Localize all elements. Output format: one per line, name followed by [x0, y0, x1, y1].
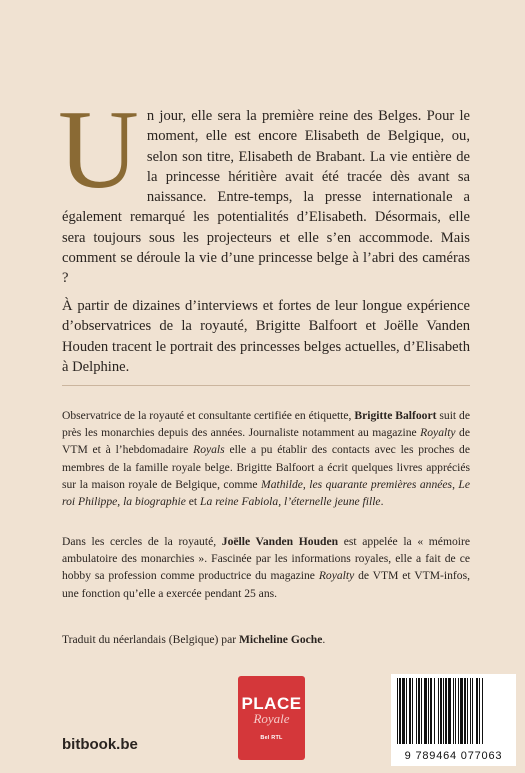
intro-paragraph: [58, 88, 470, 289]
barcode-bar: [472, 678, 473, 744]
author-name: Brigitte Balfoort: [354, 409, 437, 422]
isbn-barcode: [391, 674, 516, 766]
barcode-bar: [479, 678, 480, 744]
barcode-bar: [476, 678, 478, 744]
barcode-bar: [428, 678, 429, 744]
author-name: Joëlle Vanden Houden: [221, 535, 339, 548]
author-bio-balfoort: Observatrice de la royauté et consultante certifiée en étiquette, Brigitte Balfoort suit de près les monarchies depuis des années. Journaliste notamment au magazine Royalty de VTM et à l’hebdomadaire Royals elle a pu établir des contacts avec les proches de membres de la famille royale belge. Brigitte Balfoort a écrit quelques livres appréciés sur la maison royale de Belgique, comme Mathilde, les quarante premières années, Le roi Philippe, la biographie et La reine Fabiola, l’éternelle jeune fille.: [62, 409, 471, 509]
barcode-bar: [416, 678, 417, 744]
translator-credit: Traduit du néerlandais (Belgique) par Micheline Goche.: [62, 633, 326, 646]
publisher-logo: PLACE Royale Bel RTL: [238, 676, 305, 760]
barcode-bar: [464, 678, 466, 744]
translator-name: Micheline Goche: [238, 633, 323, 646]
barcode-bar: [424, 678, 427, 744]
author-bio-vanden-houden: Dans les cercles de la royauté, Joëlle Vanden Houden est appelée la « mémoire ambulatoire des monarchies ». Fascinée par les informations royales, elle a fait de ce hobby sa profession comme productrice du magazine Royalty de VTM et VTM-infos, une fonction qu’elle a exercée pendant 25 ans.: [62, 535, 470, 600]
summary-paragraph: À partir de dizaines d’interviews et fortes de leur longue expérience d’observatrices de la royauté, Brigitte Balfoort et Joëlle Vanden Houden tracent le portrait des princesses belges actuelles, d’Elisabeth à Delphine.: [62, 298, 470, 375]
barcode-bar: [460, 678, 463, 744]
barcode-bar: [467, 678, 468, 744]
barcode-bar: [445, 678, 447, 744]
isbn-number: 9 789464 077063: [404, 750, 503, 762]
drop-cap: U: [58, 88, 139, 212]
barcode-bar: [455, 678, 456, 744]
barcode-bar: [406, 678, 407, 744]
barcode-bar: [430, 678, 432, 744]
publisher-website: bitbook.be: [62, 736, 138, 753]
barcode-bar: [434, 678, 435, 744]
barcode-bar: [409, 678, 411, 744]
barcode-bar: [482, 678, 483, 744]
barcode-bar: [399, 678, 401, 744]
intro-text: n jour, elle sera la première reine des Belges. Pour le moment, elle est encore Elisabeth de Belgique, ou, selon son titre, Elisabeth de Brabant. La vie entière de la princesse héritière avait été tracée dès avant sa naissance. Entre-temps, la presse internationale a également remarqué les potentialités d’Elisabeth. Désormais, elle sera toujours sous les projecteurs et elle s’en accommode. Mais comment se déroule la vie d’une princesse belge à l’abri des caméras ?: [62, 108, 470, 287]
barcode-bar: [438, 678, 439, 744]
divider: [62, 385, 470, 386]
barcode-bar: [448, 678, 451, 744]
barcode-bar: [421, 678, 422, 744]
barcode-bar: [397, 678, 398, 744]
barcode-bar: [402, 678, 405, 744]
barcode-bar: [440, 678, 442, 744]
barcode-bar: [453, 678, 454, 744]
barcode-bar: [443, 678, 444, 744]
barcode-bar: [470, 678, 471, 744]
barcode-bar: [458, 678, 459, 744]
barcode-bars: [397, 678, 510, 744]
barcode-bar: [412, 678, 413, 744]
barcode-bar: [418, 678, 420, 744]
